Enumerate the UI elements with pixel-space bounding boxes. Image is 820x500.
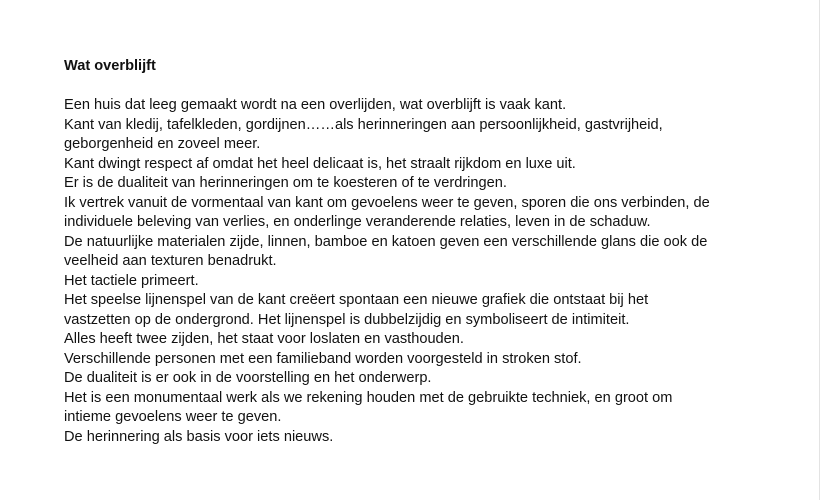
text-line: individuele beleving van verlies, en onderlinge veranderende relaties, leven in de schaduw. bbox=[64, 214, 651, 230]
text-line: Alles heeft twee zijden, het staat voor loslaten en vasthouden. bbox=[64, 331, 464, 347]
text-line: Ik vertrek vanuit de vormentaal van kant om gevoelens weer te geven, sporen die ons verbinden, de bbox=[64, 194, 710, 211]
text-line: Het tactiele primeert. bbox=[64, 272, 199, 289]
text-line: geborgenheid en zoveel meer. bbox=[64, 136, 261, 152]
text-line: Kant dwingt respect af omdat het heel delicaat is, het straalt rijkdom en luxe uit. bbox=[64, 155, 576, 172]
text-line: De natuurlijke materialen zijde, linnen, bamboe en katoen geven een verschillende glans die ook de bbox=[64, 233, 708, 250]
text-line: veelheid aan texturen benadrukt. bbox=[64, 253, 277, 269]
text-line: Het speelse lijnenspel van de kant creëert spontaan een nieuwe grafiek die ontstaat bij het bbox=[64, 292, 649, 308]
document-title: Wat overblijft bbox=[64, 58, 156, 74]
text-line: Kant van kledij, tafelkleden, gordijnen……als herinneringen aan persoonlijkheid, gastvrijheid, bbox=[64, 116, 663, 133]
text-line: Verschillende personen met een familieband worden voorgesteld in stroken stof. bbox=[64, 350, 582, 367]
text-line: Er is de dualiteit van herinneringen om te koesteren of te verdringen. bbox=[64, 175, 507, 191]
text-line: Het is een monumentaal werk als we rekening houden met de gebruikte techniek, en groot om bbox=[64, 389, 673, 406]
text-line: De herinnering als basis voor iets nieuws. bbox=[64, 428, 334, 445]
paragraph-spacer bbox=[64, 77, 764, 97]
text-line: De dualiteit is er ook in de voorstelling en het onderwerp. bbox=[64, 370, 432, 386]
document-body bbox=[64, 57, 764, 447]
text-line: Een huis dat leeg gemaakt wordt na een overlijden, wat overblijft is vaak kant. bbox=[64, 97, 567, 113]
text-line: vastzetten op de ondergrond. Het lijnenspel is dubbelzijdig en symboliseert de intimiteit. bbox=[64, 311, 630, 328]
text-line: intieme gevoelens weer te geven. bbox=[64, 409, 282, 425]
